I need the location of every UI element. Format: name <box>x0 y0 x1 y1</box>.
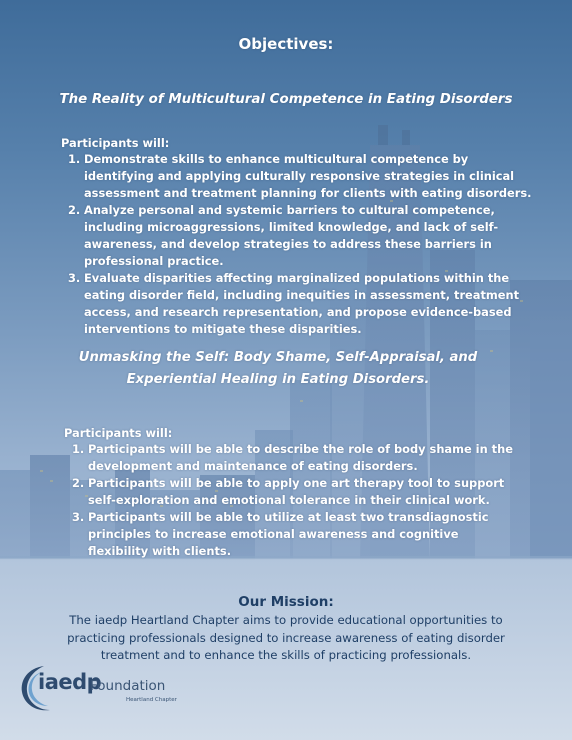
list-item-text: Evaluate disparities affecting marginalized populations within the eating disorder field, including inequities in assessment, treatment access, and research representation, and propose evidence-based interventions to mitigate these disparities. <box>84 271 520 336</box>
section2-title <box>60 347 496 391</box>
logo-wordmark: iaedp <box>38 670 102 694</box>
list-item <box>72 475 520 509</box>
logo-foundation-text: Foundation <box>90 678 166 694</box>
section2-participants-label: Participants will: <box>64 426 173 440</box>
mission-title: Our Mission: <box>238 594 334 610</box>
list-item-text: Participants will be able to apply one art therapy tool to support self-exploration and emotional tolerance in their clinical work. <box>88 476 505 507</box>
list-item-text: Participants will be able to utilize at least two transdiagnostic principles to increase emotional awareness and cognitive flexibility with clients. <box>88 510 489 558</box>
list-item-number: 2. <box>68 203 81 217</box>
list-item-number: 1. <box>68 152 81 166</box>
section2-objectives-list <box>72 441 520 560</box>
list-item-number: 1. <box>72 442 85 456</box>
list-item-text: Analyze personal and systemic barriers to cultural competence, including microaggressions, limited knowledge, and lack of self-awareness, and develop strategies to address these barriers in professional practice. <box>84 203 499 268</box>
list-item-text: Demonstrate skills to enhance multicultural competence by identifying and applying culturally responsive strategies in clinical assessment and treatment planning for clients with eating disorders. <box>84 152 532 200</box>
iaedp-foundation-logo <box>18 660 188 716</box>
list-item <box>68 202 534 270</box>
list-item-number: 3. <box>68 271 81 285</box>
list-item-text: Participants will be able to describe the role of body shame in the development and maintenance of eating disorders. <box>88 442 513 473</box>
list-item <box>72 441 520 475</box>
section1-title: The Reality of Multicultural Competence in Eating Disorders <box>59 92 513 107</box>
list-item-number: 2. <box>72 476 85 490</box>
section2-title-line2: Experiential Healing in Eating Disorders. <box>126 372 430 387</box>
list-item <box>72 509 520 560</box>
objectives-heading: Objectives: <box>238 35 334 53</box>
section1-objectives-list <box>68 151 534 338</box>
mission-text: The iaedp Heartland Chapter aims to provide educational opportunities to practicing professionals designed to increase awareness of eating disorder treatment and to enhance the skills of practicing professionals. <box>67 613 505 662</box>
section2-title-line1: Unmasking the Self: Body Shame, Self-Appraisal, and <box>78 350 478 365</box>
list-item <box>68 151 534 202</box>
logo-chapter-text: Heartland Chapter <box>126 697 177 703</box>
list-item <box>68 270 534 338</box>
section1-participants-label: Participants will: <box>61 136 170 150</box>
list-item-number: 3. <box>72 510 85 524</box>
